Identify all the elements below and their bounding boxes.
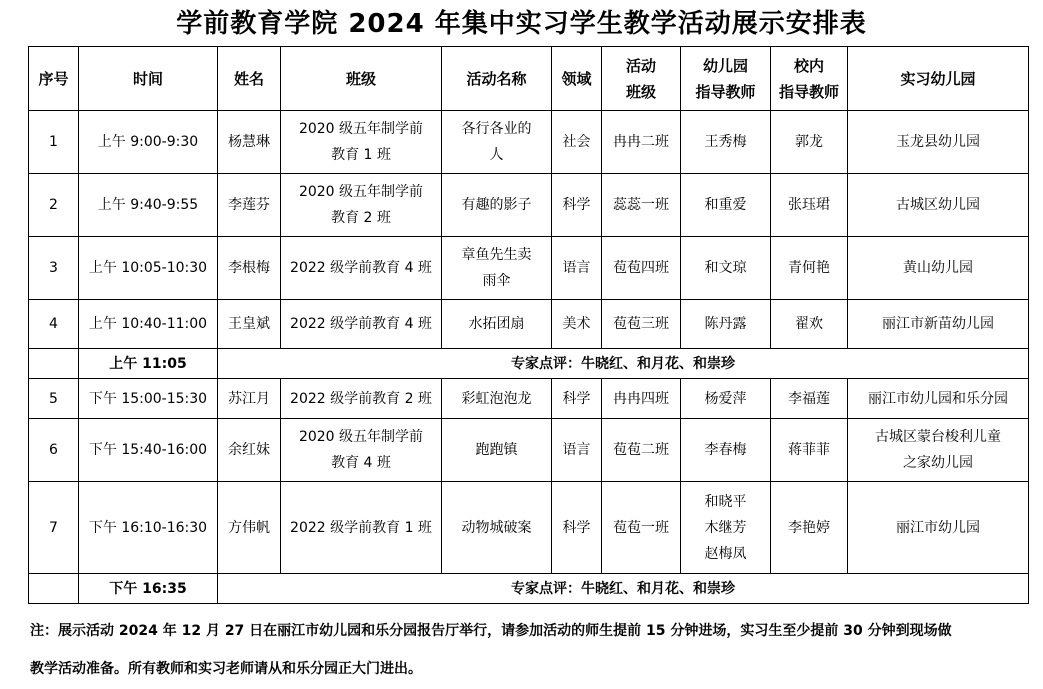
cell-seq: 7 xyxy=(29,482,79,574)
header-seq: 序号 xyxy=(29,47,79,111)
header-kindergarten: 实习幼儿园 xyxy=(848,47,1029,111)
header-activity-class-line-1: 活动 xyxy=(625,56,656,75)
cell-class-line-1: 2020 级五年制学前 xyxy=(298,121,424,137)
cell-activity-line-2: 雨伞 xyxy=(482,273,511,289)
header-kg-teacher-line-2: 指导教师 xyxy=(695,82,756,101)
cell-class-line-2: 教育 1 班 xyxy=(331,147,391,163)
cell-kindergarten-line-1: 古城区蒙台梭利儿童 xyxy=(875,429,1001,445)
table-row xyxy=(29,379,1029,419)
cell-name: 苏江月 xyxy=(218,379,281,419)
header-activity-class xyxy=(602,47,681,111)
cell-class xyxy=(281,111,442,174)
header-school-teacher-line-2: 指导教师 xyxy=(778,82,839,101)
header-school-teacher xyxy=(771,47,848,111)
cell-activity-class: 蕊蕊一班 xyxy=(602,174,681,237)
cell-class: 2022 级学前教育 4 班 xyxy=(281,237,442,300)
cell-class xyxy=(281,419,442,482)
cell-domain: 语言 xyxy=(552,419,602,482)
footnote xyxy=(30,612,1035,688)
cell-kg-teacher-line-1: 和晓平 xyxy=(704,493,747,510)
cell-kg-teacher: 杨爱萍 xyxy=(681,379,771,419)
cell-kg-teacher-line-3: 赵梅凤 xyxy=(704,545,747,562)
cell-kindergarten: 丽江市幼儿园 xyxy=(848,482,1029,574)
cell-class xyxy=(281,174,442,237)
cell-class-line-2: 教育 2 班 xyxy=(331,210,391,226)
cell-class-line-1: 2020 级五年制学前 xyxy=(298,429,424,445)
cell-activity-line-2: 人 xyxy=(489,147,504,163)
cell-time: 上午 10:40-11:00 xyxy=(79,300,218,349)
cell-domain: 科学 xyxy=(552,379,602,419)
cell-seq: 6 xyxy=(29,419,79,482)
cell-school-teacher: 蒋菲菲 xyxy=(771,419,848,482)
header-school-teacher-line-1: 校内 xyxy=(793,56,824,75)
cell-seq: 2 xyxy=(29,174,79,237)
cell-school-teacher: 李艳婷 xyxy=(771,482,848,574)
cell-activity-line-1: 章鱼先生卖 xyxy=(461,247,532,263)
cell-name: 方伟帆 xyxy=(218,482,281,574)
cell-kg-teacher: 李春梅 xyxy=(681,419,771,482)
cell-domain: 科学 xyxy=(552,482,602,574)
header-row xyxy=(29,47,1029,111)
cell-class-line-2: 教育 4 班 xyxy=(331,455,391,471)
cell-kg-teacher: 王秀梅 xyxy=(681,111,771,174)
cell-activity xyxy=(442,237,552,300)
cell-kindergarten: 丽江市新苗幼儿园 xyxy=(848,300,1029,349)
cell-activity-line-1: 各行各业的 xyxy=(461,121,532,137)
cell-kindergarten: 古城区幼儿园 xyxy=(848,174,1029,237)
review-time: 下午 16:35 xyxy=(79,574,218,604)
cell-school-teacher: 郭龙 xyxy=(771,111,848,174)
cell-domain: 美术 xyxy=(552,300,602,349)
cell-class: 2022 级学前教育 1 班 xyxy=(281,482,442,574)
cell-class-line-1: 2020 级五年制学前 xyxy=(298,184,424,200)
cell-domain: 社会 xyxy=(552,111,602,174)
cell-kindergarten xyxy=(848,419,1029,482)
table-row xyxy=(29,237,1029,300)
cell-activity: 跑跑镇 xyxy=(442,419,552,482)
review-text: 专家点评：牛晓红、和月花、和崇珍 xyxy=(218,574,1029,604)
header-activity-class-line-2: 班级 xyxy=(625,82,656,101)
cell-activity: 彩虹泡泡龙 xyxy=(442,379,552,419)
review-row-afternoon xyxy=(29,574,1029,604)
cell-kindergarten: 丽江市幼儿园和乐分园 xyxy=(848,379,1029,419)
cell-school-teacher: 翟欢 xyxy=(771,300,848,349)
cell-activity xyxy=(442,111,552,174)
review-time: 上午 11:05 xyxy=(79,349,218,379)
cell-activity: 水拓团扇 xyxy=(442,300,552,349)
header-kg-teacher xyxy=(681,47,771,111)
header-name: 姓名 xyxy=(218,47,281,111)
review-text: 专家点评：牛晓红、和月花、和崇珍 xyxy=(218,349,1029,379)
cell-school-teacher: 张珏珺 xyxy=(771,174,848,237)
header-domain: 领域 xyxy=(552,47,602,111)
cell-class: 2022 级学前教育 4 班 xyxy=(281,300,442,349)
cell-empty xyxy=(29,574,79,604)
table-row xyxy=(29,111,1029,174)
cell-time: 下午 15:00-15:30 xyxy=(79,379,218,419)
cell-kg-teacher: 和重爱 xyxy=(681,174,771,237)
cell-seq: 1 xyxy=(29,111,79,174)
cell-class: 2022 级学前教育 2 班 xyxy=(281,379,442,419)
header-activity: 活动名称 xyxy=(442,47,552,111)
cell-activity-class: 苞苞三班 xyxy=(602,300,681,349)
cell-time: 上午 9:40-9:55 xyxy=(79,174,218,237)
cell-time: 上午 9:00-9:30 xyxy=(79,111,218,174)
header-kg-teacher-line-1: 幼儿园 xyxy=(702,56,748,75)
cell-activity-class: 冉冉二班 xyxy=(602,111,681,174)
header-time: 时间 xyxy=(79,47,218,111)
cell-kg-teacher-line-2: 木继芳 xyxy=(704,519,747,536)
cell-name: 李根梅 xyxy=(218,237,281,300)
cell-activity-class: 苞苞二班 xyxy=(602,419,681,482)
cell-domain: 科学 xyxy=(552,174,602,237)
cell-activity: 动物城破案 xyxy=(442,482,552,574)
cell-school-teacher: 青何艳 xyxy=(771,237,848,300)
cell-kindergarten-line-2: 之家幼儿园 xyxy=(903,455,973,471)
cell-name: 杨慧琳 xyxy=(218,111,281,174)
header-class: 班级 xyxy=(281,47,442,111)
cell-activity: 有趣的影子 xyxy=(442,174,552,237)
footnote-line-1: 注：展示活动 2024 年 12 月 27 日在丽江市幼儿园和乐分园报告厅举行，请参加活动的师生提前 15 分钟进场，实习生至少提前 30 分钟到现场做 xyxy=(30,623,952,639)
table-row xyxy=(29,482,1029,574)
cell-time: 上午 10:05-10:30 xyxy=(79,237,218,300)
cell-name: 李莲芬 xyxy=(218,174,281,237)
schedule-table xyxy=(28,46,1029,604)
cell-empty xyxy=(29,349,79,379)
cell-activity-class: 苞苞一班 xyxy=(602,482,681,574)
table-row xyxy=(29,419,1029,482)
cell-seq: 4 xyxy=(29,300,79,349)
cell-kindergarten: 黄山幼儿园 xyxy=(848,237,1029,300)
cell-activity-class: 苞苞四班 xyxy=(602,237,681,300)
cell-seq: 5 xyxy=(29,379,79,419)
cell-kg-teacher xyxy=(681,482,771,574)
cell-time: 下午 16:10-16:30 xyxy=(79,482,218,574)
cell-school-teacher: 李福莲 xyxy=(771,379,848,419)
footnote-line-2: 教学活动准备。所有教师和实习老师请从和乐分园正大门进出。 xyxy=(30,661,422,677)
page-title: 学前教育学院 2024 年集中实习学生教学活动展示安排表 xyxy=(176,9,867,39)
cell-name: 余红妹 xyxy=(218,419,281,482)
cell-domain: 语言 xyxy=(552,237,602,300)
table-row xyxy=(29,174,1029,237)
cell-time: 下午 15:40-16:00 xyxy=(79,419,218,482)
cell-name: 王皇斌 xyxy=(218,300,281,349)
cell-kg-teacher: 和文琼 xyxy=(681,237,771,300)
review-row-morning xyxy=(29,349,1029,379)
table-row xyxy=(29,300,1029,349)
cell-kg-teacher: 陈丹露 xyxy=(681,300,771,349)
cell-seq: 3 xyxy=(29,237,79,300)
cell-activity-class: 冉冉四班 xyxy=(602,379,681,419)
cell-kindergarten: 玉龙县幼儿园 xyxy=(848,111,1029,174)
